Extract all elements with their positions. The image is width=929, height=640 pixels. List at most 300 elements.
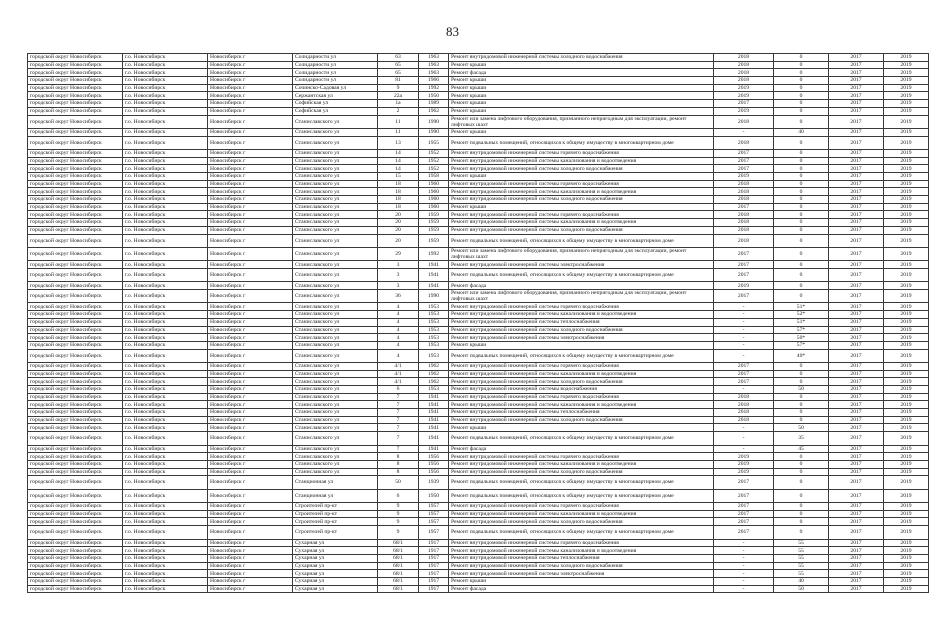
period-end-cell: 2019 <box>884 261 929 269</box>
house-cell: 63 <box>378 54 419 62</box>
street-cell: Станиславского ул <box>293 445 378 453</box>
work-type-cell: Ремонт внутридомовой инженерной системы холодного водоснабжения <box>449 226 714 234</box>
period-start-cell: 2017 <box>829 489 884 502</box>
value-cell: 50 <box>774 585 829 593</box>
value-cell: 0 <box>774 247 829 260</box>
go-cell: г.о. Новосибирск <box>123 77 208 85</box>
table-row <box>28 311 929 319</box>
period-start-cell: 2017 <box>829 234 884 247</box>
house-cell: 6 <box>378 489 419 502</box>
plan-year-cell: 2017 <box>714 165 774 173</box>
value-cell: 52* <box>774 311 829 319</box>
go-cell: г.о. Новосибирск <box>123 460 208 468</box>
house-cell: 7 <box>378 393 419 401</box>
work-type-cell: Ремонт внутридомовой инженерной системы холодного водоснабжения <box>449 196 714 204</box>
work-type-cell: Ремонт подвальных помещений, относящихся к общему имуществу в многоквартирном доме <box>449 234 714 247</box>
period-start-cell: 2017 <box>829 100 884 108</box>
okrug-cell: городской округ Новосибирск <box>28 100 123 108</box>
settlement-cell: Новосибирск г <box>208 128 293 136</box>
period-end-cell: 2019 <box>884 476 929 489</box>
table-row <box>28 54 929 62</box>
street-cell: Станиславского ул <box>293 149 378 157</box>
go-cell: г.о. Новосибирск <box>123 100 208 108</box>
house-cell: 7 <box>378 409 419 417</box>
plan-year-cell: 2017 <box>714 370 774 378</box>
settlement-cell: Новосибирск г <box>208 554 293 562</box>
go-cell: г.о. Новосибирск <box>123 518 208 526</box>
year-cell: 1957 <box>419 518 449 526</box>
year-cell: 1955 <box>419 136 449 149</box>
period-start-cell: 2017 <box>829 219 884 227</box>
value-cell: 0 <box>774 180 829 188</box>
street-cell: Станиславского ул <box>293 326 378 334</box>
work-type-cell: Ремонт подвальных помещений, относящихся к общему имуществу в многоквартирном доме <box>449 269 714 282</box>
table-row <box>28 562 929 570</box>
settlement-cell: Новосибирск г <box>208 311 293 319</box>
settlement-cell: Новосибирск г <box>208 77 293 85</box>
plan-year-cell: 2017 <box>714 378 774 386</box>
year-cell: 1992 <box>419 247 449 260</box>
period-end-cell: 2019 <box>884 311 929 319</box>
period-start-cell: 2017 <box>829 115 884 128</box>
okrug-cell: городской округ Новосибирск <box>28 562 123 570</box>
period-end-cell: 2019 <box>884 211 929 219</box>
work-type-cell: Ремонт или замена лифтового оборудования, признанного непригодным для эксплуатации, ремонт лифтовых шахт <box>449 247 714 260</box>
work-type-cell: Ремонт внутридомовой инженерной системы холодного водоснабжения <box>449 326 714 334</box>
period-start-cell: 2017 <box>829 334 884 342</box>
value-cell: 51* <box>774 318 829 326</box>
street-cell: Солидарности ул <box>293 61 378 69</box>
house-cell: 4/1 <box>378 378 419 386</box>
work-type-cell: Ремонт или замена лифтового оборудования, признанного непригодным для эксплуатации, ремонт лифтовых шахт <box>449 290 714 303</box>
table-row <box>28 180 929 188</box>
year-cell: 1956 <box>419 460 449 468</box>
plan-year-cell: 2018 <box>714 234 774 247</box>
house-cell: 9 <box>378 84 419 92</box>
plan-year-cell: 2018 <box>714 416 774 424</box>
table-row <box>28 84 929 92</box>
street-cell: Станиславского ул <box>293 219 378 227</box>
value-cell: 0 <box>774 370 829 378</box>
period-end-cell: 2019 <box>884 510 929 518</box>
value-cell: 55 <box>774 547 829 555</box>
house-cell: 3 <box>378 261 419 269</box>
year-cell: 1956 <box>419 453 449 461</box>
plan-year-cell: 2017 <box>714 489 774 502</box>
year-cell: 1953 <box>419 326 449 334</box>
house-cell: 11 <box>378 128 419 136</box>
year-cell: 1917 <box>419 585 449 593</box>
okrug-cell: городской округ Новосибирск <box>28 334 123 342</box>
period-start-cell: 2017 <box>829 526 884 539</box>
year-cell: 1957 <box>419 526 449 539</box>
year-cell: 1941 <box>419 282 449 290</box>
year-cell: 1952 <box>419 157 449 165</box>
year-cell: 1953 <box>419 386 449 394</box>
settlement-cell: Новосибирск г <box>208 173 293 181</box>
period-start-cell: 2017 <box>829 510 884 518</box>
go-cell: г.о. Новосибирск <box>123 157 208 165</box>
street-cell: Станиславского ул <box>293 157 378 165</box>
settlement-cell: Новосибирск г <box>208 269 293 282</box>
work-type-cell: Ремонт внутридомовой инженерной системы горячего водоснабжения <box>449 180 714 188</box>
settlement-cell: Новосибирск г <box>208 290 293 303</box>
house-cell: 15 <box>378 173 419 181</box>
settlement-cell: Новосибирск г <box>208 107 293 115</box>
work-type-cell: Ремонт внутридомовой инженерной системы холодного водоснабжения <box>449 562 714 570</box>
value-cell: 40 <box>774 128 829 136</box>
period-end-cell: 2019 <box>884 503 929 511</box>
plan-year-cell: 2017 <box>714 526 774 539</box>
house-cell: 68/1 <box>378 547 419 555</box>
street-cell: Станиславского ул <box>293 226 378 234</box>
okrug-cell: городской округ Новосибирск <box>28 489 123 502</box>
house-cell: 65 <box>378 69 419 77</box>
okrug-cell: городской округ Новосибирск <box>28 460 123 468</box>
value-cell: 0 <box>774 84 829 92</box>
table-row <box>28 219 929 227</box>
table-row <box>28 416 929 424</box>
work-type-cell: Ремонт внутридомовой инженерной системы электроснабжения <box>449 334 714 342</box>
go-cell: г.о. Новосибирск <box>123 585 208 593</box>
okrug-cell: городской округ Новосибирск <box>28 518 123 526</box>
go-cell: г.о. Новосибирск <box>123 503 208 511</box>
house-cell: 9 <box>378 518 419 526</box>
period-end-cell: 2019 <box>884 577 929 585</box>
table-row <box>28 453 929 461</box>
table-row <box>28 341 929 349</box>
value-cell: 0 <box>774 61 829 69</box>
period-end-cell: 2019 <box>884 445 929 453</box>
value-cell: 0 <box>774 54 829 62</box>
plan-year-cell: 2017 <box>714 362 774 370</box>
street-cell: Станиславского ул <box>293 165 378 173</box>
work-type-cell: Ремонт крыши <box>449 577 714 585</box>
go-cell: г.о. Новосибирск <box>123 115 208 128</box>
work-type-cell: Ремонт внутридомовой инженерной системы горячего водоснабжения <box>449 503 714 511</box>
period-end-cell: 2019 <box>884 282 929 290</box>
plan-year-cell: 2017 <box>714 157 774 165</box>
settlement-cell: Новосибирск г <box>208 136 293 149</box>
settlement-cell: Новосибирск г <box>208 234 293 247</box>
table-row <box>28 424 929 432</box>
okrug-cell: городской округ Новосибирск <box>28 128 123 136</box>
settlement-cell: Новосибирск г <box>208 503 293 511</box>
settlement-cell: Новосибирск г <box>208 84 293 92</box>
period-start-cell: 2017 <box>829 180 884 188</box>
work-type-cell: Ремонт подвальных помещений, относящихся к общему имуществу в многоквартирном доме <box>449 476 714 489</box>
work-type-cell: Ремонт крыши <box>449 77 714 85</box>
period-end-cell: 2019 <box>884 180 929 188</box>
house-cell: 8 <box>378 453 419 461</box>
value-cell: 55 <box>774 570 829 578</box>
period-end-cell: 2019 <box>884 77 929 85</box>
go-cell: г.о. Новосибирск <box>123 203 208 211</box>
house-cell: 9 <box>378 526 419 539</box>
value-cell: 0 <box>774 489 829 502</box>
table-row <box>28 577 929 585</box>
plan-year-cell: - <box>714 341 774 349</box>
period-start-cell: 2017 <box>829 362 884 370</box>
period-start-cell: 2017 <box>829 468 884 476</box>
work-type-cell: Ремонт внутридомовой инженерной системы канализования и водоотведения <box>449 510 714 518</box>
work-type-cell: Ремонт крыши <box>449 107 714 115</box>
value-cell: 0 <box>774 362 829 370</box>
go-cell: г.о. Новосибирск <box>123 362 208 370</box>
street-cell: Станиславского ул <box>293 196 378 204</box>
okrug-cell: городской округ Новосибирск <box>28 165 123 173</box>
work-type-cell: Ремонт крыши <box>449 173 714 181</box>
okrug-cell: городской округ Новосибирск <box>28 311 123 319</box>
plan-year-cell: 2019 <box>714 92 774 100</box>
year-cell: 1989 <box>419 100 449 108</box>
okrug-cell: городской округ Новосибирск <box>28 203 123 211</box>
go-cell: г.о. Новосибирск <box>123 409 208 417</box>
street-cell: Станиславского ул <box>293 468 378 476</box>
settlement-cell: Новосибирск г <box>208 468 293 476</box>
value-cell: 0 <box>774 211 829 219</box>
work-type-cell: Ремонт крыши <box>449 341 714 349</box>
street-cell: Станиславского ул <box>293 409 378 417</box>
go-cell: г.о. Новосибирск <box>123 526 208 539</box>
plan-year-cell: 2017 <box>714 510 774 518</box>
table-row <box>28 196 929 204</box>
value-cell: 0 <box>774 476 829 489</box>
okrug-cell: городской округ Новосибирск <box>28 510 123 518</box>
work-type-cell: Ремонт внутридомовой инженерной системы канализования и водоотведения <box>449 370 714 378</box>
okrug-cell: городской округ Новосибирск <box>28 326 123 334</box>
settlement-cell: Новосибирск г <box>208 341 293 349</box>
period-start-cell: 2017 <box>829 370 884 378</box>
period-start-cell: 2017 <box>829 585 884 593</box>
work-type-cell: Ремонт подвальных помещений, относящихся к общему имуществу в многоквартирном доме <box>449 432 714 445</box>
year-cell: 1957 <box>419 510 449 518</box>
period-end-cell: 2019 <box>884 539 929 547</box>
plan-year-cell: 2017 <box>714 203 774 211</box>
period-start-cell: 2017 <box>829 349 884 362</box>
period-end-cell: 2019 <box>884 424 929 432</box>
table-row <box>28 460 929 468</box>
street-cell: Станиславского ул <box>293 203 378 211</box>
period-end-cell: 2019 <box>884 203 929 211</box>
house-cell: 18 <box>378 203 419 211</box>
go-cell: г.о. Новосибирск <box>123 386 208 394</box>
okrug-cell: городской округ Новосибирск <box>28 290 123 303</box>
table-row <box>28 157 929 165</box>
street-cell: Станиславского ул <box>293 173 378 181</box>
value-cell: 0 <box>774 282 829 290</box>
period-end-cell: 2019 <box>884 226 929 234</box>
work-type-cell: Ремонт подвальных помещений, относящихся к общему имуществу в многоквартирном доме <box>449 136 714 149</box>
plan-year-cell: 2017 <box>714 261 774 269</box>
year-cell: 1950 <box>419 92 449 100</box>
go-cell: г.о. Новосибирск <box>123 334 208 342</box>
capital-repair-register-table <box>27 53 929 593</box>
period-start-cell: 2017 <box>829 203 884 211</box>
value-cell: 0 <box>774 136 829 149</box>
value-cell: 51* <box>774 303 829 311</box>
okrug-cell: городской округ Новосибирск <box>28 393 123 401</box>
plan-year-cell: 2018 <box>714 77 774 85</box>
period-end-cell: 2019 <box>884 526 929 539</box>
period-end-cell: 2019 <box>884 489 929 502</box>
year-cell: 1941 <box>419 445 449 453</box>
work-type-cell: Ремонт крыши <box>449 61 714 69</box>
year-cell: 1990 <box>419 128 449 136</box>
street-cell: Станиславского ул <box>293 269 378 282</box>
period-start-cell: 2017 <box>829 409 884 417</box>
period-start-cell: 2017 <box>829 211 884 219</box>
street-cell: Сухарная ул <box>293 562 378 570</box>
go-cell: г.о. Новосибирск <box>123 432 208 445</box>
okrug-cell: городской округ Новосибирск <box>28 445 123 453</box>
year-cell: 1941 <box>419 424 449 432</box>
house-cell: 4 <box>378 303 419 311</box>
go-cell: г.о. Новосибирск <box>123 393 208 401</box>
value-cell: 0 <box>774 188 829 196</box>
street-cell: Станиславского ул <box>293 247 378 260</box>
street-cell: Солидарности ул <box>293 69 378 77</box>
work-type-cell: Ремонт крыши <box>449 424 714 432</box>
okrug-cell: городской округ Новосибирск <box>28 547 123 555</box>
house-cell: 13 <box>378 136 419 149</box>
house-cell: 14 <box>378 149 419 157</box>
period-start-cell: 2017 <box>829 107 884 115</box>
table-row <box>28 401 929 409</box>
settlement-cell: Новосибирск г <box>208 334 293 342</box>
value-cell: 57* <box>774 326 829 334</box>
plan-year-cell: - <box>714 570 774 578</box>
settlement-cell: Новосибирск г <box>208 188 293 196</box>
settlement-cell: Новосибирск г <box>208 157 293 165</box>
table-row <box>28 526 929 539</box>
period-end-cell: 2019 <box>884 570 929 578</box>
table-row <box>28 136 929 149</box>
value-cell: 55 <box>774 562 829 570</box>
table-row <box>28 77 929 85</box>
okrug-cell: городской округ Новосибирск <box>28 92 123 100</box>
settlement-cell: Новосибирск г <box>208 570 293 578</box>
value-cell: 0 <box>774 510 829 518</box>
okrug-cell: городской округ Новосибирск <box>28 157 123 165</box>
settlement-cell: Новосибирск г <box>208 318 293 326</box>
house-cell: 4 <box>378 318 419 326</box>
period-start-cell: 2017 <box>829 326 884 334</box>
year-cell: 1959 <box>419 234 449 247</box>
value-cell: 0 <box>774 165 829 173</box>
year-cell: 1957 <box>419 503 449 511</box>
plan-year-cell: 2018 <box>714 69 774 77</box>
period-start-cell: 2017 <box>829 290 884 303</box>
okrug-cell: городской округ Новосибирск <box>28 503 123 511</box>
okrug-cell: городской округ Новосибирск <box>28 107 123 115</box>
work-type-cell: Ремонт внутридомовой инженерной системы холодного водоснабжения <box>449 378 714 386</box>
period-end-cell: 2019 <box>884 128 929 136</box>
house-cell: 4 <box>378 341 419 349</box>
street-cell: Солидарности ул <box>293 54 378 62</box>
period-start-cell: 2017 <box>829 92 884 100</box>
okrug-cell: городской округ Новосибирск <box>28 149 123 157</box>
house-cell: 18 <box>378 180 419 188</box>
plan-year-cell: - <box>714 311 774 319</box>
go-cell: г.о. Новосибирск <box>123 349 208 362</box>
work-type-cell: Ремонт крыши <box>449 128 714 136</box>
plan-year-cell: 2018 <box>714 136 774 149</box>
house-cell: 81 <box>378 77 419 85</box>
go-cell: г.о. Новосибирск <box>123 136 208 149</box>
okrug-cell: городской округ Новосибирск <box>28 180 123 188</box>
house-cell: 7 <box>378 424 419 432</box>
okrug-cell: городской округ Новосибирск <box>28 234 123 247</box>
table-row <box>28 173 929 181</box>
house-cell: 7 <box>378 416 419 424</box>
plan-year-cell: - <box>714 445 774 453</box>
settlement-cell: Новосибирск г <box>208 349 293 362</box>
period-end-cell: 2019 <box>884 460 929 468</box>
plan-year-cell: 2019 <box>714 282 774 290</box>
work-type-cell: Ремонт крыши <box>449 84 714 92</box>
work-type-cell: Ремонт внутридомовой инженерной системы теплоснабжения <box>449 554 714 562</box>
period-start-cell: 2017 <box>829 157 884 165</box>
okrug-cell: городской округ Новосибирск <box>28 362 123 370</box>
go-cell: г.о. Новосибирск <box>123 196 208 204</box>
plan-year-cell: 2018 <box>714 61 774 69</box>
settlement-cell: Новосибирск г <box>208 526 293 539</box>
okrug-cell: городской округ Новосибирск <box>28 303 123 311</box>
plan-year-cell: 2018 <box>714 211 774 219</box>
value-cell: 0 <box>774 115 829 128</box>
period-end-cell: 2019 <box>884 115 929 128</box>
street-cell: Сухарная ул <box>293 554 378 562</box>
period-start-cell: 2017 <box>829 247 884 260</box>
value-cell: 40* <box>774 349 829 362</box>
okrug-cell: городской округ Новосибирск <box>28 476 123 489</box>
period-start-cell: 2017 <box>829 547 884 555</box>
settlement-cell: Новосибирск г <box>208 92 293 100</box>
street-cell: Станиславского ул <box>293 393 378 401</box>
house-cell: 7 <box>378 401 419 409</box>
year-cell: 1953 <box>419 349 449 362</box>
street-cell: Строителей пр-кт <box>293 510 378 518</box>
table-row <box>28 107 929 115</box>
year-cell: 1990 <box>419 290 449 303</box>
work-type-cell: Ремонт внутридомовой инженерной системы горячего водоснабжения <box>449 362 714 370</box>
plan-year-cell: 2018 <box>714 409 774 417</box>
table-row <box>28 445 929 453</box>
work-type-cell: Ремонт внутридомовой инженерной системы горячего водоснабжения <box>449 303 714 311</box>
value-cell: 0 <box>774 460 829 468</box>
settlement-cell: Новосибирск г <box>208 453 293 461</box>
period-end-cell: 2019 <box>884 554 929 562</box>
house-cell: 3 <box>378 269 419 282</box>
table-row <box>28 570 929 578</box>
year-cell: 1959 <box>419 211 449 219</box>
period-end-cell: 2019 <box>884 269 929 282</box>
period-end-cell: 2019 <box>884 303 929 311</box>
street-cell: Станиславского ул <box>293 424 378 432</box>
period-start-cell: 2017 <box>829 136 884 149</box>
period-end-cell: 2019 <box>884 136 929 149</box>
table-row <box>28 128 929 136</box>
street-cell: Станиславского ул <box>293 386 378 394</box>
house-cell: 68/1 <box>378 539 419 547</box>
house-cell: 18 <box>378 196 419 204</box>
settlement-cell: Новосибирск г <box>208 539 293 547</box>
work-type-cell: Ремонт внутридомовой инженерной системы теплоснабжения <box>449 318 714 326</box>
value-cell: 0 <box>774 196 829 204</box>
value-cell: 0 <box>774 409 829 417</box>
period-end-cell: 2019 <box>884 247 929 260</box>
